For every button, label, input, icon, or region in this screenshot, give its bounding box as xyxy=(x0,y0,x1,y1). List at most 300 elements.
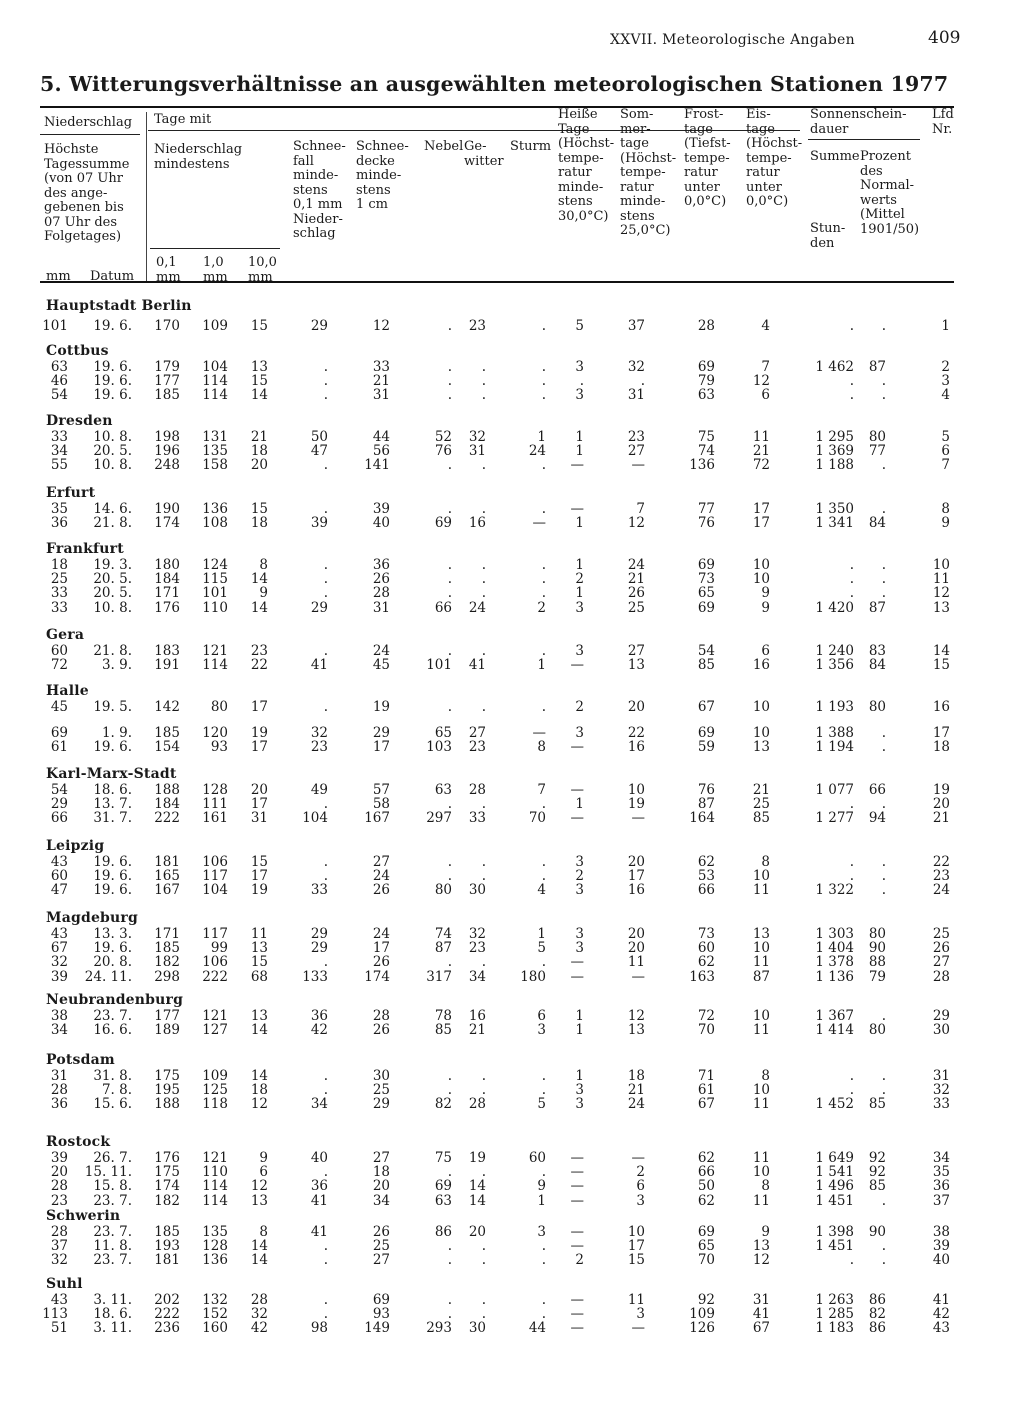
cell-heisse-tage: — xyxy=(570,810,584,827)
cell-datum: 23. 7. xyxy=(93,1224,132,1240)
cell-eistage: 9 xyxy=(761,585,770,602)
cell-ns-1-0: 118 xyxy=(202,1096,228,1113)
cell-ns-0-1: 181 xyxy=(154,854,180,870)
cell-ns-10-0: 31 xyxy=(250,810,268,827)
cell-ns-1-0: 104 xyxy=(202,882,228,899)
cell-nebel: 297 xyxy=(426,810,452,827)
cell-datum: 19. 6. xyxy=(93,318,132,334)
cell-frosttage: 75 xyxy=(697,429,715,445)
cell-datum: 24. 11. xyxy=(84,968,132,985)
cell-schneefall: 98 xyxy=(310,1320,328,1337)
cell-schneedecke: 34 xyxy=(372,1192,390,1209)
cell-lfd-nr: 34 xyxy=(932,1150,950,1166)
cell-datum: 31. 8. xyxy=(93,1068,132,1084)
cell-mm: 25 xyxy=(50,571,68,588)
cell-frosttage: 72 xyxy=(697,1008,715,1024)
cell-sturm: . xyxy=(541,387,546,404)
header-heisse-tage: Heiße Tage (Höchst- tempe- ratur minde- stens 30,0°C) xyxy=(558,107,615,224)
cell-sonnenschein-prozent: 94 xyxy=(868,810,886,827)
cell-eistage: 8 xyxy=(761,1178,770,1195)
cell-lfd-nr: 24 xyxy=(932,882,950,899)
cell-heisse-tage: 1 xyxy=(575,443,584,460)
cell-sommertage: 13 xyxy=(627,657,645,674)
cell-nebel: 317 xyxy=(426,968,452,985)
cell-lfd-nr: 5 xyxy=(941,429,950,445)
cell-gewitter: 16 xyxy=(468,515,486,532)
cell-mm: 31 xyxy=(50,1068,68,1084)
cell-nebel: 103 xyxy=(426,739,452,756)
cell-datum: 19. 6. xyxy=(93,373,132,390)
cell-ns-0-1: 196 xyxy=(154,443,180,460)
cell-heisse-tage: 3 xyxy=(575,359,584,375)
cell-mm: 54 xyxy=(50,782,68,798)
cell-heisse-tage: 3 xyxy=(575,1082,584,1099)
cell-sommertage: 22 xyxy=(627,725,645,742)
cell-lfd-nr: 2 xyxy=(941,359,950,375)
cell-datum: 19. 6. xyxy=(93,359,132,375)
cell-frosttage: 69 xyxy=(697,599,715,616)
cell-schneefall: . xyxy=(323,1164,328,1181)
cell-sonnenschein-prozent: 82 xyxy=(868,1306,886,1323)
cell-eistage: 25 xyxy=(752,796,770,813)
cell-eistage: 10 xyxy=(752,557,770,573)
cell-heisse-tage: 3 xyxy=(575,387,584,404)
cell-nebel: 66 xyxy=(434,599,452,616)
cell-schneefall: 29 xyxy=(310,926,328,942)
cell-frosttage: 62 xyxy=(697,954,715,971)
cell-ns-0-1: 193 xyxy=(154,1238,180,1255)
cell-ns-1-0: 152 xyxy=(202,1306,228,1323)
cell-gewitter: 21 xyxy=(468,1022,486,1039)
cell-sonnenschein-prozent: 80 xyxy=(868,926,886,942)
cell-ns-10-0: 28 xyxy=(250,1292,268,1308)
cell-sonnenschein-prozent: . xyxy=(881,557,886,573)
cell-datum: 19. 5. xyxy=(93,699,132,715)
cell-heisse-tage: . xyxy=(579,373,584,390)
cell-schneefall: . xyxy=(323,796,328,813)
cell-lfd-nr: 38 xyxy=(932,1224,950,1240)
cell-sturm: . xyxy=(541,643,546,659)
cell-sommertage: 11 xyxy=(627,954,645,971)
cell-mm: 47 xyxy=(50,882,68,899)
cell-sommertage: 12 xyxy=(627,1008,645,1024)
cell-heisse-tage: 3 xyxy=(575,643,584,659)
cell-frosttage: 67 xyxy=(697,1096,715,1113)
cell-mm: 72 xyxy=(50,657,68,674)
cell-heisse-tage: — xyxy=(570,782,584,798)
cell-sturm: . xyxy=(541,457,546,474)
cell-datum: 15. 11. xyxy=(84,1164,132,1181)
cell-schneedecke: 40 xyxy=(372,515,390,532)
cell-gewitter: . xyxy=(481,1082,486,1099)
cell-ns-10-0: 19 xyxy=(250,882,268,899)
table-title: 5. Witterungsverhältnisse an ausgewählten meteorologischen Stationen 1977 xyxy=(40,72,949,96)
cell-ns-1-0: 128 xyxy=(202,1238,228,1255)
cell-ns-10-0: 13 xyxy=(250,359,268,375)
cell-sturm: 3 xyxy=(537,1022,546,1039)
header-ns-01: 0,1 mm xyxy=(156,255,181,285)
cell-sonnenschein-prozent: . xyxy=(881,387,886,404)
cell-nebel: 78 xyxy=(434,1008,452,1024)
cell-sonnenschein-summe: 1 285 xyxy=(815,1306,854,1323)
cell-heisse-tage: 1 xyxy=(575,1008,584,1024)
cell-lfd-nr: 39 xyxy=(932,1238,950,1255)
cell-heisse-tage: 1 xyxy=(575,1068,584,1084)
cell-sonnenschein-summe: . xyxy=(849,1068,854,1084)
header-niederschlag: Niederschlag xyxy=(44,115,133,130)
cell-sonnenschein-prozent: 87 xyxy=(868,599,886,616)
cell-nebel: . xyxy=(447,501,452,517)
cell-gewitter: . xyxy=(481,868,486,885)
cell-gewitter: . xyxy=(481,854,486,870)
cell-lfd-nr: 28 xyxy=(932,968,950,985)
cell-sonnenschein-summe: 1 193 xyxy=(815,699,854,715)
cell-sommertage: 37 xyxy=(627,318,645,334)
cell-sommertage: 6 xyxy=(636,1178,645,1195)
cell-gewitter: 30 xyxy=(468,882,486,899)
cell-sonnenschein-summe: 1 451 xyxy=(815,1192,854,1209)
cell-eistage: 12 xyxy=(752,373,770,390)
cell-sonnenschein-prozent: . xyxy=(881,1238,886,1255)
cell-heisse-tage: 2 xyxy=(575,868,584,885)
cell-mm: 63 xyxy=(50,359,68,375)
cell-sommertage: 20 xyxy=(627,926,645,942)
cell-gewitter: . xyxy=(481,571,486,588)
cell-schneefall: . xyxy=(323,868,328,885)
cell-schneefall: 29 xyxy=(310,599,328,616)
cell-sonnenschein-summe: . xyxy=(849,387,854,404)
cell-sonnenschein-prozent: 85 xyxy=(868,1096,886,1113)
cell-sonnenschein-summe: 1 356 xyxy=(815,657,854,674)
cell-eistage: 85 xyxy=(752,810,770,827)
cell-ns-1-0: 160 xyxy=(202,1320,228,1337)
cell-schneedecke: 26 xyxy=(372,571,390,588)
cell-sonnenschein-summe: . xyxy=(849,373,854,390)
cell-ns-0-1: 174 xyxy=(154,515,180,532)
cell-schneefall: 41 xyxy=(310,657,328,674)
station-name: Hauptstadt Berlin xyxy=(46,298,192,314)
cell-ns-1-0: 121 xyxy=(202,1008,228,1024)
cell-sommertage: . xyxy=(640,373,645,390)
cell-gewitter: 32 xyxy=(468,429,486,445)
cell-schneedecke: 21 xyxy=(372,373,390,390)
cell-sonnenschein-prozent: 92 xyxy=(868,1164,886,1181)
cell-sturm: . xyxy=(541,796,546,813)
cell-gewitter: 23 xyxy=(468,739,486,756)
cell-frosttage: 87 xyxy=(697,796,715,813)
cell-sonnenschein-prozent: . xyxy=(881,457,886,474)
cell-nebel: . xyxy=(447,1306,452,1323)
cell-ns-0-1: 180 xyxy=(154,557,180,573)
cell-gewitter: 14 xyxy=(468,1192,486,1209)
cell-ns-0-1: 177 xyxy=(154,1008,180,1024)
cell-mm: 43 xyxy=(50,854,68,870)
cell-datum: 31. 7. xyxy=(93,810,132,827)
cell-sonnenschein-prozent: 92 xyxy=(868,1150,886,1166)
cell-schneedecke: 29 xyxy=(372,1096,390,1113)
cell-ns-0-1: 167 xyxy=(154,882,180,899)
cell-ns-0-1: 185 xyxy=(154,940,180,957)
cell-frosttage: 50 xyxy=(697,1178,715,1195)
cell-lfd-nr: 15 xyxy=(932,657,950,674)
cell-datum: 18. 6. xyxy=(93,1306,132,1323)
cell-schneefall: 29 xyxy=(310,318,328,334)
cell-lfd-nr: 6 xyxy=(941,443,950,460)
cell-frosttage: 77 xyxy=(697,501,715,517)
cell-sonnenschein-summe: 1 452 xyxy=(815,1096,854,1113)
cell-ns-1-0: 117 xyxy=(202,868,228,885)
cell-ns-10-0: 32 xyxy=(250,1306,268,1323)
cell-ns-1-0: 110 xyxy=(202,1164,228,1181)
cell-schneedecke: 28 xyxy=(372,585,390,602)
cell-gewitter: . xyxy=(481,1292,486,1308)
cell-ns-10-0: 9 xyxy=(259,585,268,602)
cell-gewitter: 28 xyxy=(468,1096,486,1113)
cell-datum: 3. 11. xyxy=(93,1292,132,1308)
cell-ns-1-0: 114 xyxy=(202,1178,228,1195)
cell-schneedecke: 93 xyxy=(372,1306,390,1323)
header-ns-100: 10,0 mm xyxy=(248,255,277,285)
cell-gewitter: . xyxy=(481,457,486,474)
cell-frosttage: 92 xyxy=(697,1292,715,1308)
cell-sturm: . xyxy=(541,1164,546,1181)
cell-sonnenschein-summe: 1 649 xyxy=(815,1150,854,1166)
cell-sommertage: 31 xyxy=(627,387,645,404)
cell-schneefall: 50 xyxy=(310,429,328,445)
station-name: Gera xyxy=(46,627,85,643)
cell-sturm: 3 xyxy=(537,1224,546,1240)
cell-heisse-tage: 5 xyxy=(575,318,584,334)
cell-gewitter: . xyxy=(481,954,486,971)
cell-frosttage: 136 xyxy=(689,457,715,474)
cell-mm: 33 xyxy=(50,585,68,602)
cell-nebel: . xyxy=(447,854,452,870)
cell-sturm: . xyxy=(541,1292,546,1308)
cell-ns-10-0: 8 xyxy=(259,1224,268,1240)
cell-schneedecke: 25 xyxy=(372,1238,390,1255)
header-schneefall: Schnee- fall minde- stens 0,1 mm Nieder- schlag xyxy=(293,139,346,241)
cell-ns-0-1: 298 xyxy=(154,968,180,985)
station-name: Neubrandenburg xyxy=(46,992,184,1008)
cell-mm: 113 xyxy=(42,1306,68,1323)
cell-ns-1-0: 101 xyxy=(202,585,228,602)
cell-nebel: . xyxy=(447,1082,452,1099)
cell-heisse-tage: — xyxy=(570,1292,584,1308)
cell-datum: 19. 6. xyxy=(93,387,132,404)
cell-gewitter: 32 xyxy=(468,926,486,942)
cell-sommertage: 13 xyxy=(627,1022,645,1039)
cell-schneefall: 33 xyxy=(310,882,328,899)
cell-datum: 23. 7. xyxy=(93,1252,132,1269)
cell-mm: 32 xyxy=(50,1252,68,1269)
cell-sonnenschein-summe: 1 240 xyxy=(815,643,854,659)
cell-datum: 20. 5. xyxy=(93,585,132,602)
cell-sturm: 7 xyxy=(537,782,546,798)
cell-mm: 60 xyxy=(50,643,68,659)
cell-sonnenschein-prozent: . xyxy=(881,725,886,742)
cell-ns-1-0: 115 xyxy=(202,571,228,588)
cell-sonnenschein-prozent: . xyxy=(881,373,886,390)
cell-sonnenschein-prozent: . xyxy=(881,868,886,885)
cell-sturm: — xyxy=(532,725,546,742)
cell-sommertage: 2 xyxy=(636,1164,645,1181)
cell-schneedecke: 31 xyxy=(372,599,390,616)
cell-ns-0-1: 202 xyxy=(154,1292,180,1308)
cell-schneedecke: 44 xyxy=(372,429,390,445)
cell-lfd-nr: 7 xyxy=(941,457,950,474)
cell-lfd-nr: 32 xyxy=(932,1082,950,1099)
cell-lfd-nr: 25 xyxy=(932,926,950,942)
cell-ns-10-0: 14 xyxy=(250,1238,268,1255)
cell-eistage: 11 xyxy=(752,1096,770,1113)
cell-lfd-nr: 3 xyxy=(941,373,950,390)
cell-lfd-nr: 17 xyxy=(932,725,950,742)
cell-heisse-tage: — xyxy=(570,1178,584,1195)
cell-schneefall: 39 xyxy=(310,515,328,532)
cell-sonnenschein-summe: 1 451 xyxy=(815,1238,854,1255)
cell-gewitter: 20 xyxy=(468,1224,486,1240)
cell-sonnenschein-prozent: 77 xyxy=(868,443,886,460)
cell-mm: 28 xyxy=(50,1224,68,1240)
cell-frosttage: 69 xyxy=(697,1224,715,1240)
cell-datum: 19. 6. xyxy=(93,854,132,870)
cell-nebel: 75 xyxy=(434,1150,452,1166)
cell-heisse-tage: — xyxy=(570,1224,584,1240)
cell-schneedecke: 27 xyxy=(372,1252,390,1269)
cell-ns-1-0: 114 xyxy=(202,1192,228,1209)
cell-gewitter: 23 xyxy=(468,940,486,957)
cell-schneedecke: 57 xyxy=(372,782,390,798)
header-prozent: Prozent des Normal- werts (Mittel 1901/50) xyxy=(860,149,920,237)
cell-schneedecke: 29 xyxy=(372,725,390,742)
cell-lfd-nr: 13 xyxy=(932,599,950,616)
header-frosttage: Frost- tage (Tiefst- tempe- ratur unter 0,0°C) xyxy=(684,107,731,209)
cell-mm: 28 xyxy=(50,1178,68,1195)
cell-frosttage: 67 xyxy=(697,699,715,715)
cell-mm: 23 xyxy=(50,1192,68,1209)
cell-schneefall: 23 xyxy=(310,739,328,756)
cell-schneedecke: 26 xyxy=(372,1224,390,1240)
cell-sommertage: 20 xyxy=(627,940,645,957)
cell-sonnenschein-summe: . xyxy=(849,1252,854,1269)
cell-frosttage: 65 xyxy=(697,1238,715,1255)
cell-sturm: . xyxy=(541,571,546,588)
cell-eistage: 17 xyxy=(752,501,770,517)
cell-ns-10-0: 15 xyxy=(250,954,268,971)
cell-gewitter: . xyxy=(481,643,486,659)
cell-eistage: 10 xyxy=(752,699,770,715)
header-nebel: Nebel xyxy=(424,139,464,154)
cell-sommertage: 17 xyxy=(627,1238,645,1255)
cell-sonnenschein-summe: 1 388 xyxy=(815,725,854,742)
cell-schneefall: . xyxy=(323,854,328,870)
cell-sturm: 4 xyxy=(537,882,546,899)
cell-sturm: 1 xyxy=(537,926,546,942)
cell-eistage: 10 xyxy=(752,1008,770,1024)
cell-sonnenschein-summe: 1 367 xyxy=(815,1008,854,1024)
cell-gewitter: 31 xyxy=(468,443,486,460)
cell-heisse-tage: 1 xyxy=(575,796,584,813)
header-sonnenschein: Sonnenschein- dauer xyxy=(810,107,907,137)
cell-frosttage: 69 xyxy=(697,725,715,742)
cell-heisse-tage: 3 xyxy=(575,1096,584,1113)
cell-eistage: 67 xyxy=(752,1320,770,1337)
cell-nebel: 80 xyxy=(434,882,452,899)
cell-lfd-nr: 41 xyxy=(932,1292,950,1308)
cell-sommertage: 32 xyxy=(627,359,645,375)
cell-schneedecke: 18 xyxy=(372,1164,390,1181)
cell-sonnenschein-summe: . xyxy=(849,1082,854,1099)
cell-nebel: . xyxy=(447,557,452,573)
cell-nebel: 74 xyxy=(434,926,452,942)
cell-heisse-tage: — xyxy=(570,968,584,985)
cell-eistage: 11 xyxy=(752,882,770,899)
cell-lfd-nr: 1 xyxy=(941,318,950,334)
cell-mm: 60 xyxy=(50,868,68,885)
cell-eistage: 13 xyxy=(752,926,770,942)
cell-sonnenschein-summe: . xyxy=(849,571,854,588)
cell-schneefall: . xyxy=(323,699,328,715)
cell-datum: 19. 6. xyxy=(93,868,132,885)
cell-sommertage: 11 xyxy=(627,1292,645,1308)
cell-ns-1-0: 110 xyxy=(202,599,228,616)
cell-sturm: 1 xyxy=(537,657,546,674)
cell-eistage: 8 xyxy=(761,1068,770,1084)
cell-ns-10-0: 6 xyxy=(259,1164,268,1181)
cell-gewitter: 30 xyxy=(468,1320,486,1337)
header-stunden: Stun- den xyxy=(810,221,846,251)
cell-frosttage: 163 xyxy=(689,968,715,985)
cell-ns-0-1: 185 xyxy=(154,725,180,742)
cell-ns-10-0: 15 xyxy=(250,854,268,870)
cell-ns-10-0: 17 xyxy=(250,796,268,813)
cell-nebel: 69 xyxy=(434,1178,452,1195)
cell-ns-10-0: 13 xyxy=(250,1008,268,1024)
cell-schneefall: . xyxy=(323,457,328,474)
cell-schneedecke: 19 xyxy=(372,699,390,715)
cell-schneedecke: 25 xyxy=(372,1082,390,1099)
cell-ns-0-1: 195 xyxy=(154,1082,180,1099)
cell-schneedecke: 26 xyxy=(372,954,390,971)
header-schneedecke: Schnee- decke minde- stens 1 cm xyxy=(356,139,409,212)
cell-eistage: 31 xyxy=(752,1292,770,1308)
cell-gewitter: 28 xyxy=(468,782,486,798)
running-head: XXVII. Meteorologische Angaben xyxy=(610,32,855,48)
cell-datum: 13. 7. xyxy=(93,796,132,813)
cell-frosttage: 62 xyxy=(697,1192,715,1209)
cell-ns-1-0: 108 xyxy=(202,515,228,532)
cell-mm: 35 xyxy=(50,501,68,517)
cell-mm: 39 xyxy=(50,1150,68,1166)
cell-mm: 20 xyxy=(50,1164,68,1181)
cell-sonnenschein-prozent: . xyxy=(881,571,886,588)
cell-ns-0-1: 175 xyxy=(154,1068,180,1084)
cell-ns-0-1: 170 xyxy=(154,318,180,334)
cell-schneefall: . xyxy=(323,1252,328,1269)
cell-lfd-nr: 9 xyxy=(941,515,950,532)
cell-datum: 20. 8. xyxy=(93,954,132,971)
cell-schneefall: . xyxy=(323,1068,328,1084)
cell-sonnenschein-summe: 1 077 xyxy=(815,782,854,798)
cell-nebel: . xyxy=(447,318,452,334)
cell-heisse-tage: — xyxy=(570,457,584,474)
cell-sonnenschein-summe: 1 183 xyxy=(815,1320,854,1337)
cell-nebel: . xyxy=(447,699,452,715)
cell-ns-10-0: 18 xyxy=(250,1082,268,1099)
cell-ns-1-0: 131 xyxy=(202,429,228,445)
cell-datum: 23. 7. xyxy=(93,1008,132,1024)
cell-heisse-tage: — xyxy=(570,1192,584,1209)
